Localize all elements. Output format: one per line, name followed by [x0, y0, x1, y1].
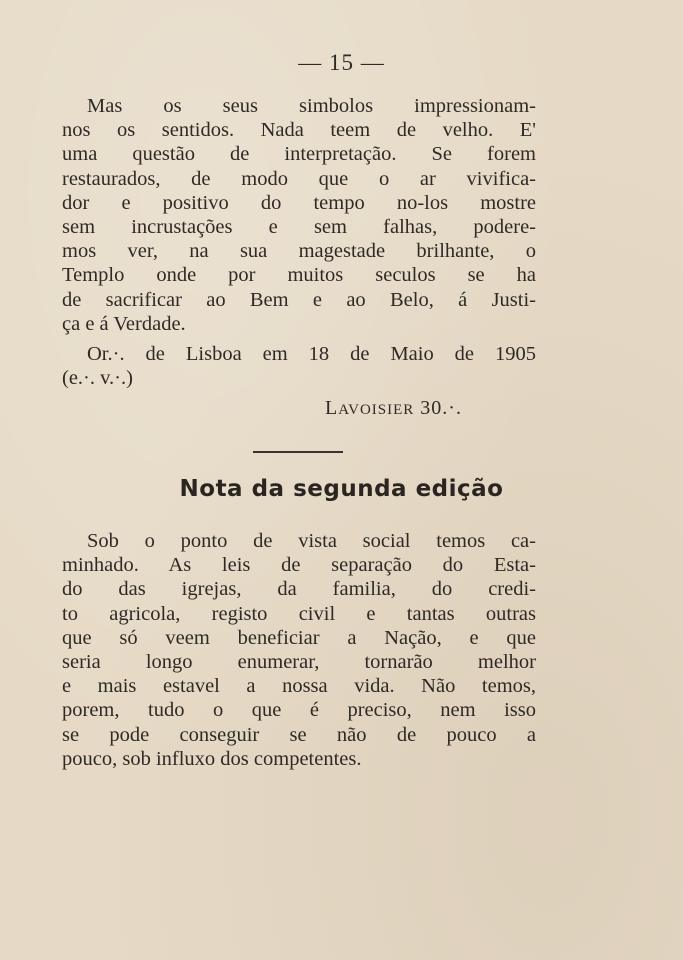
signature-name: AVOISIER [338, 402, 415, 418]
signature-suffix: 30.·. [420, 397, 462, 419]
page-number: — 15 — [298, 50, 385, 75]
section-heading: Nota da segunda edição [179, 476, 504, 502]
paragraph-line: e mais estavel a nossa vida. Não temos, [62, 675, 536, 698]
paragraph-line: to agricola, registo civil e tantas outras [62, 602, 536, 625]
paragraph-line: restaurados, de modo que o ar vivifica- [62, 167, 536, 190]
paragraph-line: dor e positivo do tempo no-los mostre [62, 191, 536, 214]
paragraph-line: ça e á Verdade. [62, 312, 186, 335]
paragraph-line: Templo onde por muitos seculos se ha [62, 264, 536, 287]
paragraph-line: se pode conseguir se não de pouco a [62, 723, 536, 746]
section-divider [253, 451, 343, 453]
paragraph-line: sem incrustações e sem falhas, podere- [62, 216, 536, 239]
paragraph-line: que só veem beneficiar a Nação, e que [62, 626, 536, 649]
signature [325, 397, 462, 420]
paragraph-line: mos ver, na sua magestade brilhante, o [62, 240, 536, 263]
signature-initial: L [325, 397, 339, 419]
dateline-era: (e.·. v.·.) [62, 367, 133, 390]
paragraph-line: Mas os seus simbolos impressionam- [87, 95, 536, 117]
paragraph-line: minhado. As leis de separação do Esta- [62, 554, 536, 577]
paragraph-line: de sacrificar ao Bem e ao Belo, á Justi- [62, 288, 536, 311]
paragraph-line: nos os sentidos. Nada teem de velho. E' [62, 119, 536, 142]
dateline-place-date: Or.·. de Lisboa em 18 de Maio de 1905 [87, 343, 536, 365]
paragraph-second-edition [62, 529, 536, 771]
paragraph-line: do das igrejas, da familia, do credi- [62, 578, 536, 601]
paragraph-line: pouco, sob influxo dos competentes. [62, 747, 362, 770]
paragraph-line: uma questão de interpretação. Se forem [62, 143, 536, 166]
paragraph-line: porem, tudo o que é preciso, nem isso [62, 699, 536, 722]
paragraph-line: Sob o ponto de vista social temos ca- [87, 530, 536, 552]
paragraph-temple [62, 94, 536, 336]
paragraph-line: seria longo enumerar, tornarão melhor [62, 651, 536, 674]
dateline [62, 342, 536, 390]
